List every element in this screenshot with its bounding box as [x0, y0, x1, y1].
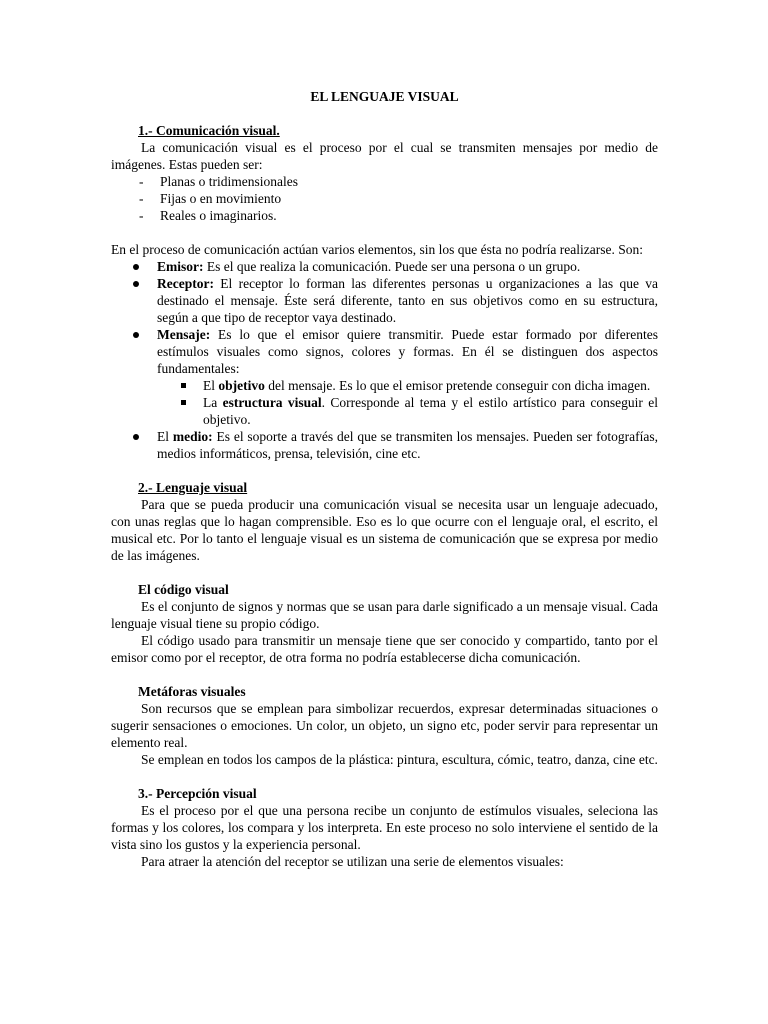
section-1-heading: 1.- Comunicación visual. [138, 123, 280, 138]
list-item-mensaje: Mensaje: Es lo que el emisor quiere transmitir. Puede estar formado por diferentes estímulos visuales como signos, colores y formas. En él se distinguen dos aspectos fundamentales: El objetivo del mensaje. Es lo que el emisor pretende conseguir con dicha imagen. La estructura visual. Corresponde al tema y el estilo artístico para conseguir el objetivo. [111, 326, 658, 428]
list-item-emisor: Emisor: Es el que realiza la comunicación. Puede ser una persona o un grupo. [111, 258, 658, 275]
section-2-heading: 2.- Lenguaje visual [138, 480, 248, 495]
list-item-receptor: Receptor: El receptor lo forman las diferentes personas u organizaciones a las que va destinado el mensaje. Éste será diferente, tanto en sus objetivos como en su estructura, según a que tipo de receptor vaya destinado. [111, 275, 658, 326]
list-item: - Reales o imaginarios. [111, 207, 658, 224]
codigo-paragraph-2: El código usado para transmitir un mensaje tiene que ser conocido y compartido, tanto por el emisor como por el receptor, de otra forma no podría establecerse dicha comunicación. [111, 633, 658, 665]
codigo-visual-heading: El código visual [138, 582, 229, 597]
list-item-objetivo: El objetivo del mensaje. Es lo que el emisor pretende conseguir con dicha imagen. [111, 377, 658, 394]
section-2-paragraph: Para que se pueda producir una comunicación visual se necesita usar un lenguaje adecuado, con unas reglas que lo hagan comprensible. Eso es lo que ocurre con el lenguaje oral, el escrito, el musical etc. Por lo tanto el lenguaje visual es un sistema de comunicación que se expresa por medio de las imágenes. [111, 497, 658, 563]
list-item-estructura: La estructura visual. Corresponde al tema y el estilo artístico para conseguir el objetivo. [111, 394, 658, 428]
document-body [111, 88, 658, 870]
message-aspects-list [111, 377, 658, 428]
section-1-intro: La comunicación visual es el proceso por el cual se transmiten mensajes por medio de imágenes. Estas pueden ser: [111, 140, 658, 172]
section-3-heading: 3.- Percepción visual [138, 786, 257, 801]
document-title: EL LENGUAJE VISUAL [310, 89, 459, 104]
elements-intro: En el proceso de comunicación actúan varios elementos, sin los que ésta no podría realizarse. Son: [111, 242, 643, 257]
list-item-medio: El medio: Es el soporte a través del que se transmiten los mensajes. Pueden ser fotografías, medios informáticos, prensa, televisión, cine etc. [111, 428, 658, 462]
metaforas-paragraph-2: Se emplean en todos los campos de la plástica: pintura, escultura, cómic, teatro, danza, cine etc. [141, 752, 658, 767]
codigo-paragraph-1: Es el conjunto de signos y normas que se usan para darle significado a un mensaje visual. Cada lenguaje visual tiene su propio código. [111, 599, 658, 631]
list-item: - Planas o tridimensionales [111, 173, 658, 190]
section-3-paragraph-2: Para atraer la atención del receptor se utilizan una serie de elementos visuales: [141, 854, 564, 869]
section-3-paragraph-1: Es el proceso por el que una persona recibe un conjunto de estímulos visuales, seleciona las formas y los colores, los compara y los interpreta. En este proceso no solo interviene el sentido de la vista sino los gustos y la experiencia personal. [111, 803, 658, 852]
metaforas-paragraph-1: Son recursos que se emplean para simbolizar recuerdos, expresar determinadas situaciones o sugerir sensaciones o emociones. Un color, un objeto, un signo etc, poder servir para representar un elemento real. [111, 701, 658, 750]
list-item: - Fijas o en movimiento [111, 190, 658, 207]
image-types-list [111, 173, 658, 224]
metaforas-heading: Metáforas visuales [138, 684, 246, 699]
elements-list [111, 258, 658, 462]
